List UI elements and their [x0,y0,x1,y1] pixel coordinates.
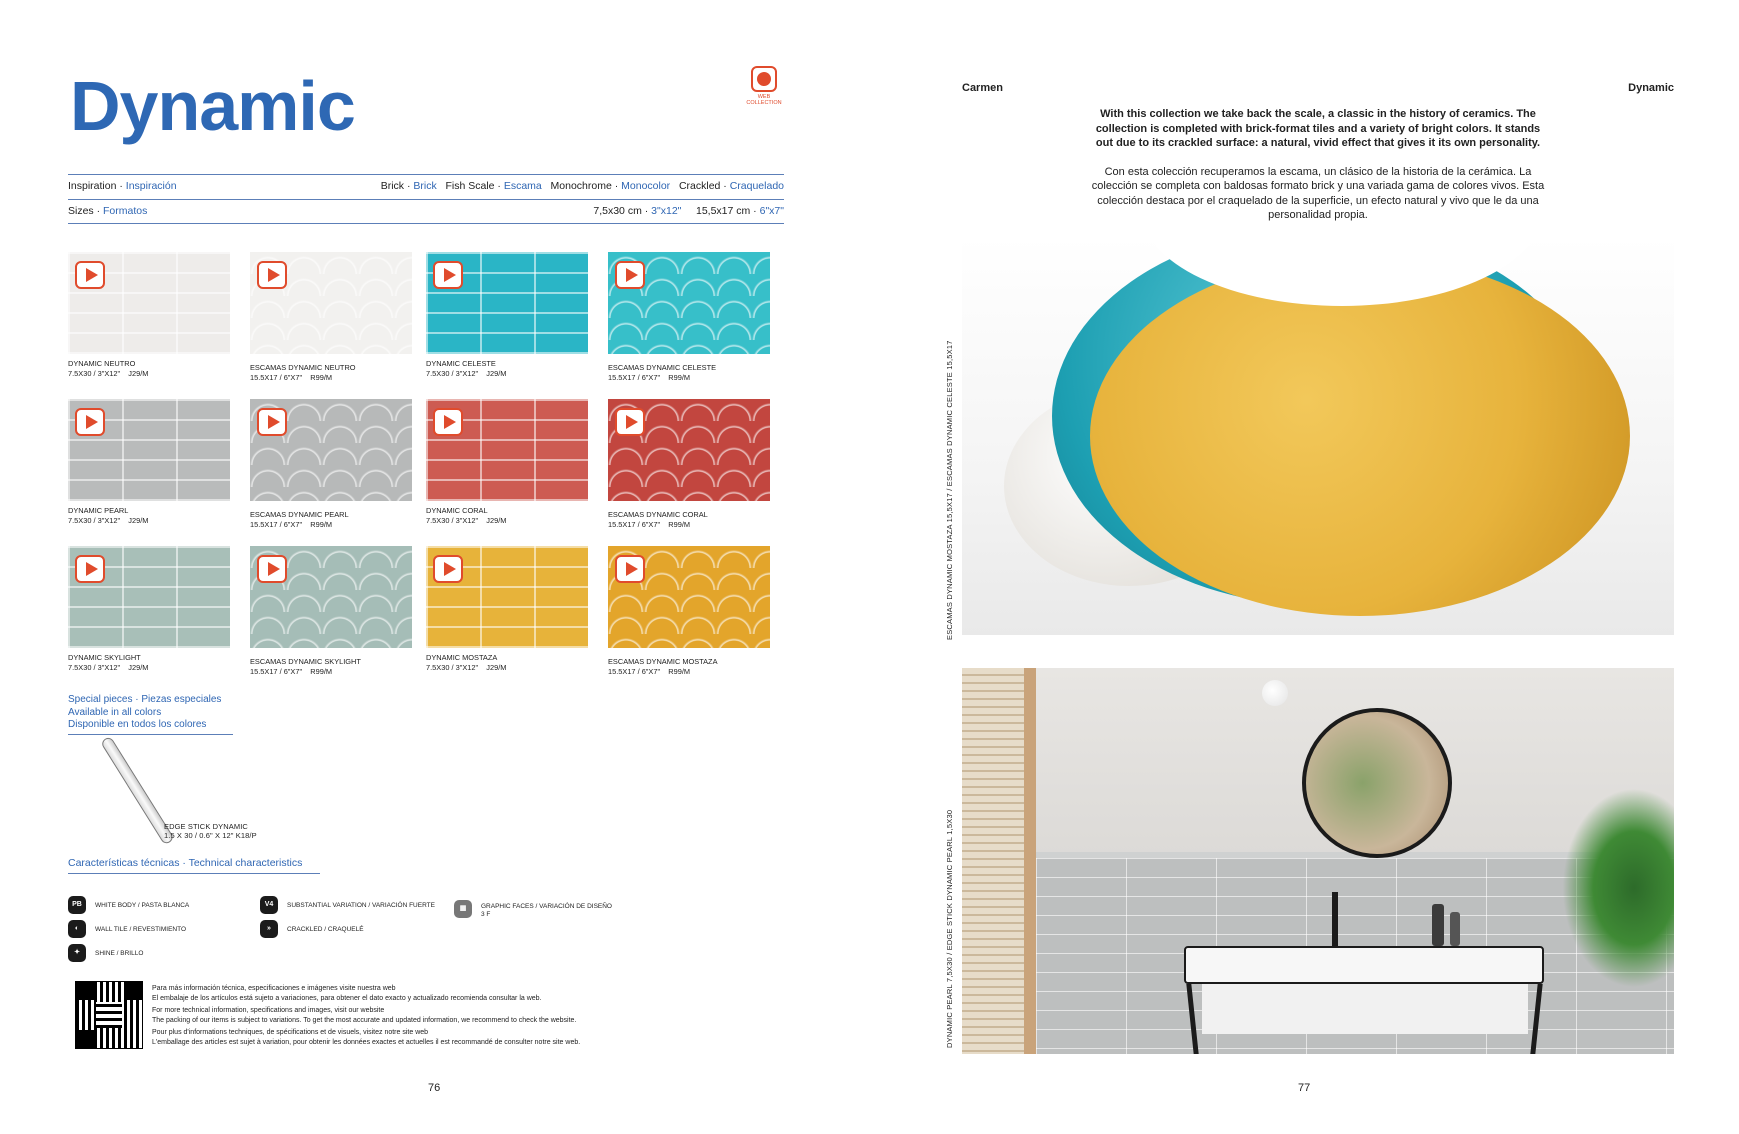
qr-code-icon[interactable] [76,982,142,1048]
tile-name: DYNAMIC NEUTRO [68,359,136,368]
header-collection: Carmen [962,82,1003,94]
tile-name: DYNAMIC PEARL [68,506,129,515]
tile-spec: 15.5X17 / 6"X7" R99/M [608,373,691,382]
wall-tile-icon: ◐ [68,920,86,938]
tile-name: ESCAMAS DYNAMIC MOSTAZA [608,657,718,666]
shine-icon: ✦ [68,944,86,962]
play-icon[interactable] [257,408,287,436]
sizes-label: Sizes · Formatos [68,205,148,217]
tile-name: DYNAMIC MOSTAZA [426,653,498,662]
category-crackled: Crackled · Craquelado [678,180,784,192]
bathroom-photo [962,668,1674,1054]
graphic-faces-label: GRAPHIC FACES / VARIACIÓN DE DISEÑO 3 F [481,903,612,918]
sizes-values: 7,5x30 cm · 3"x12" 15,5x17 cm · 6"x7" [593,205,784,217]
tile-spec: 7.5X30 / 3"X12" J29/M [426,516,507,525]
page-title: Dynamic [70,67,355,145]
tile-swatch[interactable] [250,252,412,354]
tile-spec: 15.5X17 / 6"X7" R99/M [608,667,691,676]
play-icon[interactable] [433,261,463,289]
tile-name: DYNAMIC CELESTE [426,359,496,368]
tile-swatch[interactable] [608,252,770,354]
tile-swatch[interactable] [426,546,588,648]
play-icon[interactable] [615,261,645,289]
play-icon[interactable] [75,408,105,436]
tile-spec: 7.5X30 / 3"X12" J29/M [68,369,149,378]
crackled-label: CRACKLED / CRAQUELÉ [287,926,364,933]
tile-caption [426,653,596,673]
play-icon[interactable] [615,555,645,583]
tile-caption [68,506,238,526]
tile-name: ESCAMAS DYNAMIC CELESTE [608,363,717,372]
play-icon[interactable] [75,261,105,289]
page-number-right: 77 [1298,1082,1311,1094]
tile-spec: 15.5X17 / 6"X7" R99/M [250,520,333,529]
tile-spec: 7.5X30 / 3"X12" J29/M [426,663,507,672]
play-icon[interactable] [433,408,463,436]
variation-label: SUBSTANTIAL VARIATION / VARIACIÓN FUERTE [287,902,435,909]
white-body-label: WHITE BODY / PASTA BLANCA [95,902,190,909]
tile-name: DYNAMIC SKYLIGHT [68,653,141,662]
wall-tile-label: WALL TILE / REVESTIMIENTO [95,926,187,933]
crackled-icon: » [260,920,278,938]
tile-spec: 15.5X17 / 6"X7" R99/M [608,520,691,529]
web-collection-badge[interactable] [744,66,784,106]
tile-swatch[interactable] [68,252,230,354]
tile-name: ESCAMAS DYNAMIC PEARL [250,510,349,519]
caption-photo-2: DYNAMIC PEARL 7,5X30 / EDGE STICK DYNAMIC PEARL 1,5X30 [945,809,954,1048]
tile-name: ESCAMAS DYNAMIC CORAL [608,510,708,519]
website-notes: Para más información técnica, especificaciones e imágenes visite nuestra web El embalaje de los artículos está sujeto a variaciones, para obtener el dato exacto y actualizado recomienda consultar la web. For more technical information, specifications and images, visit our website The packing of our items is subject to variations. To get the most accurate and updated information, we recommend to check the website. Pour plus d'informations techniques, de spécifications et de visuels, visitez notre site web L'emballage des articles est sujet à variation, pour obtenir les données exactes et actuelles il est recommandé de consulter notre site web. [152,985,581,1046]
tile-name: DYNAMIC CORAL [426,506,488,515]
tile-caption [68,653,238,673]
tech-title: Características técnicas · Technical characteristics [68,857,303,869]
tile-name: ESCAMAS DYNAMIC SKYLIGHT [250,657,361,666]
special-pieces: Special pieces · Piezas especiales Available in all colors Disponible en todos los colores [68,694,222,730]
category-list [364,180,784,192]
tile-caption [608,510,778,530]
graphic-faces-icon: ▦ [454,900,472,918]
variation-icon: V4 [260,896,278,914]
tile-spec: 15.5X17 / 6"X7" R99/M [250,373,333,382]
page-number-left: 76 [428,1082,441,1094]
tile-caption [68,359,238,379]
tile-caption [426,506,596,526]
tile-spec: 7.5X30 / 3"X12" J29/M [68,516,149,525]
tile-spec: 15.5X17 / 6"X7" R99/M [250,667,333,676]
tile-caption [608,657,778,677]
tile-swatch[interactable] [608,399,770,501]
intro-text [1088,107,1548,223]
tile-caption [250,363,420,383]
intro-es: Con esta colección recuperamos la escama, un clásico de la historia de la cerámica. La colección se completa con baldosas formato brick y una variada gama de colores vivos. Esta colección destaca por el craquelado de la superficie, un efecto natural y vivo que le da una personalidad propia. [1091,165,1545,221]
tile-spec: 7.5X30 / 3"X12" J29/M [426,369,507,378]
tile-name: ESCAMAS DYNAMIC NEUTRO [250,363,356,372]
tile-swatch[interactable] [68,546,230,648]
play-icon[interactable] [75,555,105,583]
play-icon[interactable] [615,408,645,436]
play-icon[interactable] [257,555,287,583]
white-body-icon: PB [68,896,86,914]
caption-photo-1: ESCAMAS DYNAMIC MOSTAZA 15,5X17 / ESCAMAS DYNAMIC CELESTE 15,5X17 [945,340,954,640]
shine-label: SHINE / BRILLO [95,950,144,957]
tile-swatch[interactable] [426,252,588,354]
edge-stick-caption: EDGE STICK DYNAMIC 1.5 X 30 / 0.6" X 12" K18/P [164,822,257,840]
play-icon[interactable] [257,261,287,289]
inspiration-row: Inspiration · Inspiración [68,180,177,192]
tile-spec: 7.5X30 / 3"X12" J29/M [68,663,149,672]
tile-caption [250,657,420,677]
play-icon[interactable] [433,555,463,583]
category-monochrome: Monochrome · Monocolor [550,180,671,192]
tile-swatch[interactable] [426,399,588,501]
tile-swatch[interactable] [250,399,412,501]
tile-caption [250,510,420,530]
tile-swatch[interactable] [68,399,230,501]
category-brick: Brick · Brick [380,180,437,192]
header-series: Dynamic [1628,82,1674,94]
web-collection-label: WEB COLLECTION [746,94,782,106]
category-fish-scale: Fish Scale · Escama [445,180,542,192]
intro-en: With this collection we take back the scale, a classic in the history of ceramics. The collection is completed with brick-format tiles and a variety of bright colors. It stands out due to its crackled surface: a natural, vivid effect that gives it its own personality. [1095,108,1541,149]
tile-swatch[interactable] [250,546,412,648]
tile-swatch[interactable] [608,546,770,648]
product-photo-scales [962,236,1674,635]
globe-icon [751,66,777,92]
tile-caption [426,359,596,379]
tile-caption [608,363,778,383]
